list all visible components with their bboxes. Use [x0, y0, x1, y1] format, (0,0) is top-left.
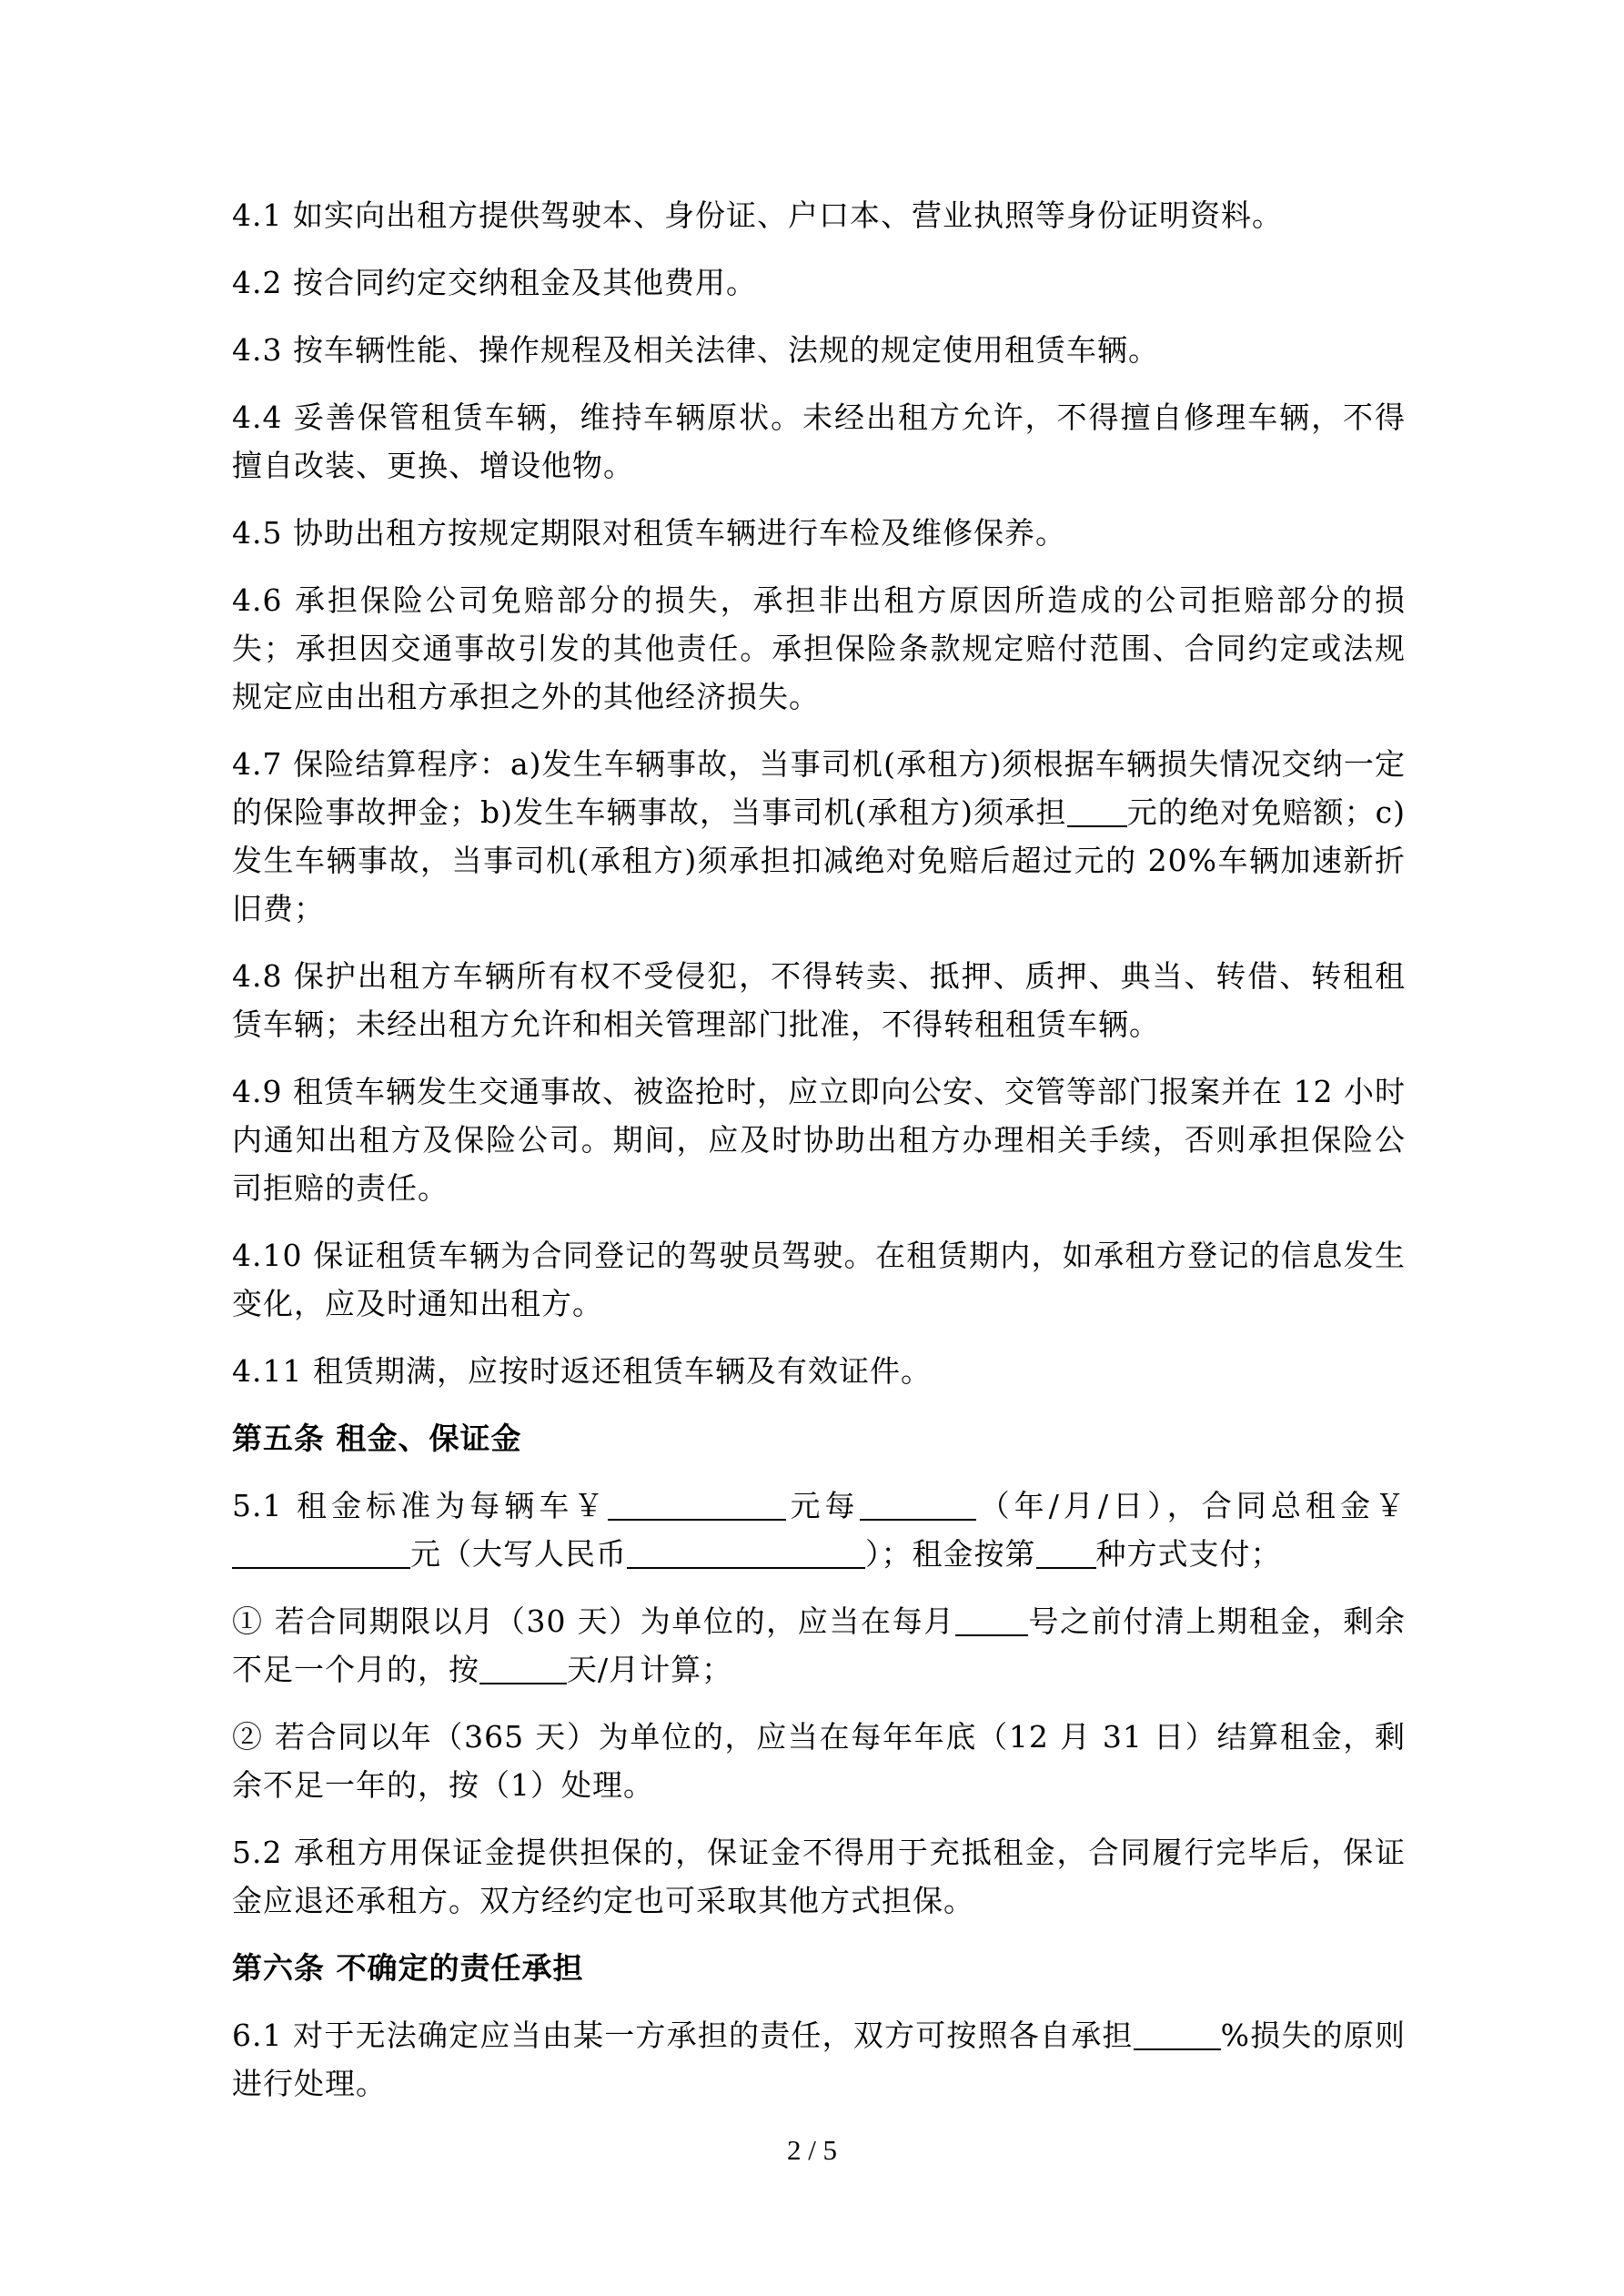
page-number: 2 / 5: [786, 2134, 838, 2166]
total-rent-uppercase-blank[interactable]: [627, 1536, 865, 1569]
clause-4-4: 4.4 妥善保管租赁车辆，维持车辆原状。未经出租方允许，不得擅自修理车辆，不得擅自改装、更换、增设他物。: [232, 400, 1406, 483]
clause-4-11: 4.11 租赁期满，应按时返还租赁车辆及有效证件。: [232, 1353, 932, 1389]
clause-4-1: 4.1 如实向出租方提供驾驶本、身份证、户口本、营业执照等身份证明资料。: [232, 197, 1283, 233]
clause-4-9: 4.9 租赁车辆发生交通事故、被盗抢时，应立即向公安、交管等部门报案并在 12 小时内通知出租方及保险公司。期间，应及时协助出租方办理相关手续，否则承担保险公司拒赔的责任。: [232, 1074, 1406, 1206]
loss-share-percent-blank[interactable]: [1134, 2018, 1221, 2050]
clause-5-1-part-a: 5.1 租金标准为每辆车￥: [232, 1488, 609, 1523]
days-per-month-blank[interactable]: [479, 1652, 567, 1684]
rent-period-blank[interactable]: [860, 1488, 976, 1521]
clause-5-1-part-e: ）；租金按第: [865, 1536, 1036, 1572]
article-6-heading: 第六条 不确定的责任承担: [232, 1950, 584, 1986]
document-body: [232, 191, 1406, 2127]
clause-6-1-part-a: 6.1 对于无法确定应当由某一方承担的责任，双方可按照各自承担: [232, 2018, 1134, 2053]
clause-4-6: 4.6 承担保险公司免赔部分的损失，承担非出租方原因所造成的公司拒赔部分的损失；承担因交通事故引发的其他责任。承担保险条款规定赔付范围、合同约定或法规规定应由出租方承担之外的其他经济损失。: [232, 582, 1406, 714]
clause-5-1-item-2: ② 若合同以年（365 天）为单位的，应当在每年年底（12 月 31 日）结算租金，剩余不足一年的，按（1）处理。: [232, 1719, 1406, 1803]
clause-4-3: 4.3 按车辆性能、操作规程及相关法律、法规的规定使用租赁车辆。: [232, 332, 1159, 368]
clause-5-1-part-d: 元（大写人民币: [410, 1536, 627, 1572]
clause-4-5: 4.5 协助出租方按规定期限对租赁车辆进行车检及维修保养。: [232, 515, 1066, 551]
deductible-amount-blank[interactable]: [1067, 794, 1127, 827]
item-1-part-c: 天/月计算；: [567, 1652, 733, 1687]
clause-4-7: [232, 740, 1406, 933]
clause-6-1-part-b: %损失的原则进行处理。: [232, 2018, 1406, 2101]
total-rent-blank[interactable]: [232, 1536, 410, 1569]
clause-4-8: 4.8 保护出租方车辆所有权不受侵犯，不得转卖、抵押、质押、典当、转借、转租租赁车辆；未经出租方允许和相关管理部门批准，不得转租租赁车辆。: [232, 958, 1406, 1042]
monthly-due-day-blank[interactable]: [955, 1603, 1028, 1636]
article-5-heading: 第五条 租金、保证金: [232, 1421, 522, 1456]
item-1-part-a: ① 若合同期限以月（30 天）为单位的，应当在每月: [232, 1603, 955, 1639]
clause-5-1-item-1: [232, 1597, 1406, 1694]
clause-5-1: [232, 1482, 1406, 1578]
clause-5-1-part-c: （年/月/日），合同总租金￥: [975, 1488, 1406, 1523]
clause-5-2: 5.2 承租方用保证金提供担保的，保证金不得用于充抵租金，合同履行完毕后，保证金应退还承租方。双方经约定也可采取其他方式担保。: [232, 1835, 1406, 1918]
clause-5-1-part-f: 种方式支付；: [1095, 1536, 1282, 1572]
clause-4-10: 4.10 保证租赁车辆为合同登记的驾驶员驾驶。在租赁期内，如承租方登记的信息发生变化，应及时通知出租方。: [232, 1238, 1406, 1321]
clause-5-1-part-b: 元每: [786, 1488, 860, 1523]
rent-per-vehicle-blank[interactable]: [608, 1488, 786, 1521]
clause-4-2: 4.2 按合同约定交纳租金及其他费用。: [232, 265, 757, 300]
clause-6-1: [232, 2011, 1406, 2108]
item-1-part-b: 号之前付清上期租金，剩余不足一个月的，按: [232, 1603, 1406, 1687]
payment-method-blank[interactable]: [1036, 1536, 1096, 1569]
clause-4-7-part-b: 元的绝对免赔额；c)发生车辆事故，当事司机(承租方)须承担扣减绝对免赔后超过元的 20%车辆加速新折旧费；: [232, 794, 1407, 926]
clause-4-7-part-a: 4.7 保险结算程序：a)发生车辆事故，当事司机(承租方)须根据车辆损失情况交纳一定的保险事故押金；b)发生车辆事故，当事司机(承租方)须承担: [232, 746, 1406, 830]
